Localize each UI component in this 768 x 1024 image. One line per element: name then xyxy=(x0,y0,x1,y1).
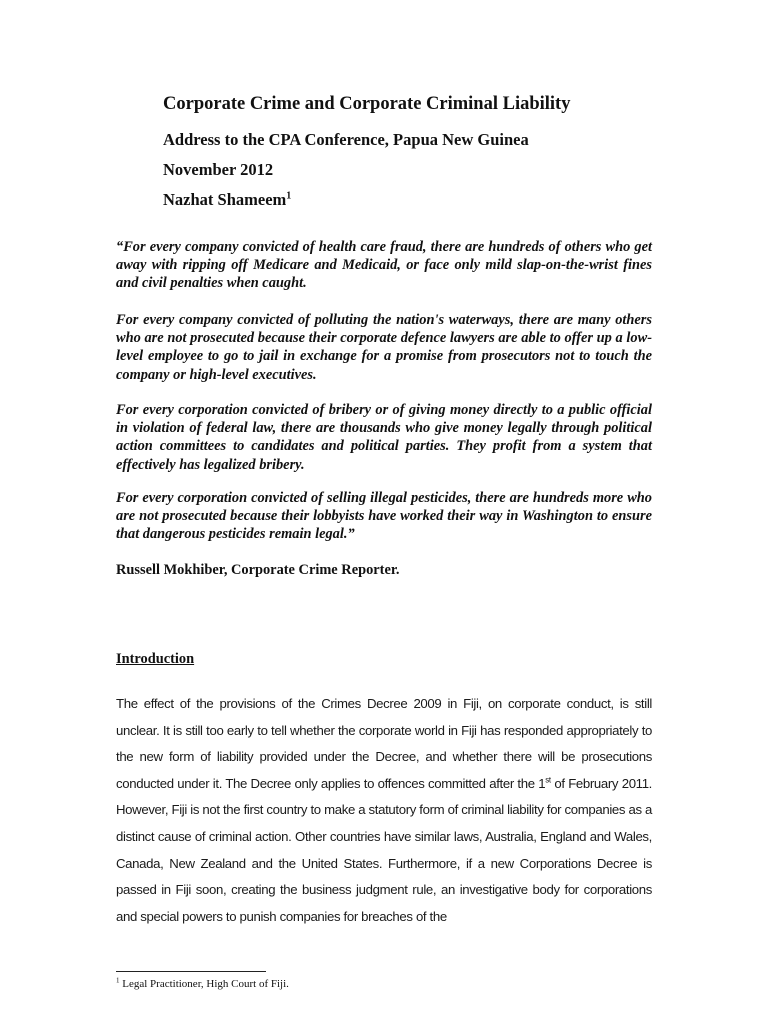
ordinal-suffix: st xyxy=(545,775,551,785)
quote-paragraph: “For every company convicted of health care fraud, there are hundreds of others who get away with ripping off Medicare and Medicaid, or face only mild slap-on-the-wrist fines and civil penalties when caught. xyxy=(116,239,652,292)
author-line xyxy=(163,190,291,210)
document-title: Corporate Crime and Corporate Criminal Liability xyxy=(163,94,571,114)
author-name: Nazhat Shameem xyxy=(163,190,287,209)
section-heading-introduction: Introduction xyxy=(116,651,195,667)
quote-paragraph: For every corporation convicted of selling illegal pesticides, there are hundreds more who are not prosecuted because their lobbyists have worked their way in Washington to ensure that dangerous pesticides remain legal.” xyxy=(116,490,652,543)
introduction-body xyxy=(116,691,652,930)
quote-paragraph: For every company convicted of polluting the nation's waterways, there are many others who are not prosecuted because their corporate defence lawyers are able to offer up a low-level employee to go to jail in exchange for a promise from prosecutors not to touch the company or high-level executives. xyxy=(116,312,652,383)
quote-attribution: Russell Mokhiber, Corporate Crime Reporter. xyxy=(116,562,400,578)
footnote-reference[interactable]: 1 xyxy=(286,190,292,202)
document-subtitle: Address to the CPA Conference, Papua New Guinea xyxy=(163,130,529,149)
quote-paragraph: For every corporation convicted of bribery or of giving money directly to a public official in violation of federal law, there are thousands who give money legally through political action committees to candidates and political parties. They profit from a system that effectively has legalized bribery. xyxy=(116,402,652,473)
body-text-part: The effect of the provisions of the Crimes Decree 2009 in Fiji, on corporate conduct, is still unclear. It is still too early to tell whether the corporate world in Fiji has responded appropriately to the new form of liability provided under the Decree, and whether there will be prosecutions conducted under it. The Decree only applies to offences committed after the 1 xyxy=(116,696,652,791)
body-text-part: of February 2011. However, Fiji is not the first country to make a statutory form of criminal liability for companies as a distinct cause of criminal action. Other countries have similar laws, Australia, England and Wales, Canada, New Zealand and the United States. Furthermore, if a new Corporations Decree is passed in Fiji soon, creating the business judgment rule, an investigative body for corporations and special powers to punish companies for breaches of the xyxy=(116,775,653,924)
footnote-divider xyxy=(116,971,266,972)
document-date: November 2012 xyxy=(163,160,274,179)
footnote xyxy=(116,978,289,990)
footnote-text: Legal Practitioner, High Court of Fiji. xyxy=(119,978,289,990)
footnote-mark: 1 xyxy=(116,976,120,985)
